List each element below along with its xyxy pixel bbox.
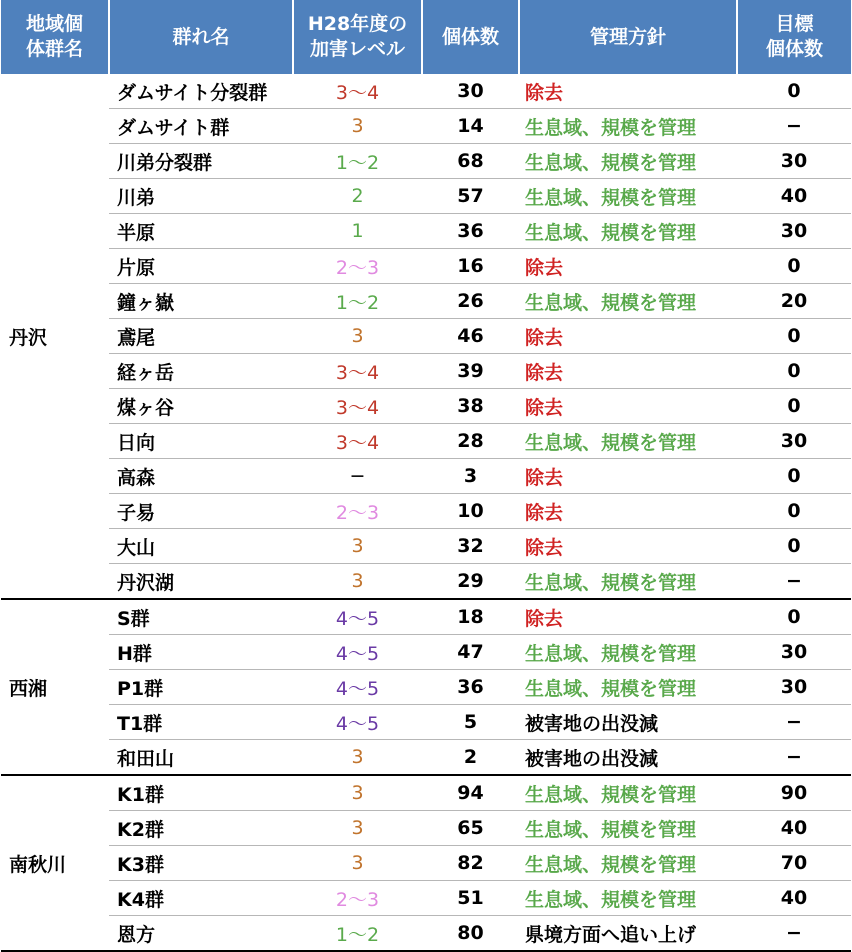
troop-name-cell: 子易 — [109, 494, 293, 529]
region-cell: 南秋川 — [1, 775, 109, 951]
population-cell: 82 — [422, 846, 519, 881]
table-row — [1, 599, 851, 635]
troop-name-cell: 和田山 — [109, 740, 293, 776]
population-cell: 16 — [422, 249, 519, 284]
damage-level-cell: 3 — [293, 740, 422, 776]
table-row — [1, 459, 851, 494]
damage-level-cell: 3〜4 — [293, 354, 422, 389]
target-population-cell: − — [737, 740, 851, 776]
damage-level-cell: 2 — [293, 179, 422, 214]
troop-name-cell: 片原 — [109, 249, 293, 284]
table-row — [1, 319, 851, 354]
troop-name-cell: K2群 — [109, 811, 293, 846]
damage-level-cell: 3 — [293, 564, 422, 600]
population-cell: 29 — [422, 564, 519, 600]
target-population-cell: 30 — [737, 670, 851, 705]
target-population-cell: 40 — [737, 179, 851, 214]
management-policy-cell: 生息域、規模を管理 — [519, 109, 737, 144]
troop-name-cell: 鐘ヶ嶽 — [109, 284, 293, 319]
damage-level-cell: 3 — [293, 319, 422, 354]
management-policy-cell: 被害地の出没減 — [519, 705, 737, 740]
target-population-cell: 30 — [737, 424, 851, 459]
population-cell: 80 — [422, 916, 519, 952]
damage-level-cell: 4〜5 — [293, 599, 422, 635]
population-cell: 36 — [422, 214, 519, 249]
table-row — [1, 529, 851, 564]
table-row — [1, 249, 851, 284]
population-cell: 47 — [422, 635, 519, 670]
table-row — [1, 494, 851, 529]
management-policy-cell: 生息域、規模を管理 — [519, 424, 737, 459]
target-population-cell: − — [737, 109, 851, 144]
management-policy-cell: 生息域、規模を管理 — [519, 284, 737, 319]
header-level-line2: 加害レベル — [309, 38, 405, 60]
header-target — [737, 0, 851, 74]
troop-name-cell: K4群 — [109, 881, 293, 916]
table-row — [1, 284, 851, 319]
target-population-cell: − — [737, 916, 851, 952]
population-cell: 10 — [422, 494, 519, 529]
damage-level-cell: 1 — [293, 214, 422, 249]
management-policy-cell: 除去 — [519, 319, 737, 354]
header-region-line2: 体群名 — [25, 38, 83, 60]
management-policy-cell: 生息域、規模を管理 — [519, 846, 737, 881]
troop-name-cell: S群 — [109, 599, 293, 635]
population-cell: 18 — [422, 599, 519, 635]
header-level-line1: H28年度の — [307, 13, 408, 35]
population-cell: 5 — [422, 705, 519, 740]
damage-level-cell: 3〜4 — [293, 389, 422, 424]
target-population-cell: 0 — [737, 389, 851, 424]
damage-level-cell: 2〜3 — [293, 249, 422, 284]
header-region-line1: 地域個 — [25, 13, 83, 35]
management-policy-cell: 生息域、規模を管理 — [519, 564, 737, 600]
header-target-line2: 個体数 — [765, 38, 823, 60]
table-row — [1, 214, 851, 249]
management-policy-cell: 生息域、規模を管理 — [519, 811, 737, 846]
target-population-cell: 30 — [737, 635, 851, 670]
damage-level-cell: 3 — [293, 846, 422, 881]
management-policy-cell: 除去 — [519, 459, 737, 494]
troop-name-cell: 鳶尾 — [109, 319, 293, 354]
management-policy-cell: 除去 — [519, 599, 737, 635]
troop-name-cell: K3群 — [109, 846, 293, 881]
table-row — [1, 74, 851, 109]
damage-level-cell: 3〜4 — [293, 74, 422, 109]
header-level — [293, 0, 422, 74]
troop-name-cell: 恩方 — [109, 916, 293, 952]
damage-level-cell: 3 — [293, 109, 422, 144]
table-row — [1, 881, 851, 916]
table-row — [1, 564, 851, 600]
table-body — [1, 74, 851, 951]
target-population-cell: 30 — [737, 144, 851, 179]
target-population-cell: 0 — [737, 354, 851, 389]
troop-name-cell: 大山 — [109, 529, 293, 564]
target-population-cell: 20 — [737, 284, 851, 319]
management-policy-cell: 県境方面へ追い上げ — [519, 916, 737, 952]
damage-level-cell: 2〜3 — [293, 494, 422, 529]
table-row — [1, 811, 851, 846]
damage-level-cell: 2〜3 — [293, 881, 422, 916]
population-cell: 28 — [422, 424, 519, 459]
troop-name-cell: 高森 — [109, 459, 293, 494]
target-population-cell: 0 — [737, 459, 851, 494]
header-region — [1, 0, 109, 74]
management-policy-cell: 除去 — [519, 494, 737, 529]
damage-level-cell: 3 — [293, 529, 422, 564]
management-policy-cell: 除去 — [519, 249, 737, 284]
management-policy-cell: 除去 — [519, 529, 737, 564]
management-policy-cell: 生息域、規模を管理 — [519, 670, 737, 705]
population-cell: 3 — [422, 459, 519, 494]
population-cell: 26 — [422, 284, 519, 319]
target-population-cell: 0 — [737, 319, 851, 354]
population-cell: 57 — [422, 179, 519, 214]
table-row — [1, 740, 851, 776]
population-cell: 39 — [422, 354, 519, 389]
troop-name-cell: 川弟分裂群 — [109, 144, 293, 179]
header-target-line1: 目標 — [775, 13, 814, 35]
target-population-cell: 40 — [737, 881, 851, 916]
troop-name-cell: 丹沢湖 — [109, 564, 293, 600]
table-row — [1, 424, 851, 459]
troop-name-cell: K1群 — [109, 775, 293, 811]
population-cell: 30 — [422, 74, 519, 109]
region-cell: 西湘 — [1, 599, 109, 775]
header-policy: 管理方針 — [519, 0, 737, 74]
troop-name-cell: P1群 — [109, 670, 293, 705]
population-cell: 46 — [422, 319, 519, 354]
region-cell: 丹沢 — [1, 74, 109, 599]
monkey-troop-table — [1, 0, 851, 952]
damage-level-cell: 3〜4 — [293, 424, 422, 459]
target-population-cell: 0 — [737, 529, 851, 564]
population-cell: 2 — [422, 740, 519, 776]
management-policy-cell: 生息域、規模を管理 — [519, 775, 737, 811]
damage-level-cell: 4〜5 — [293, 670, 422, 705]
table-row — [1, 775, 851, 811]
management-policy-cell: 除去 — [519, 389, 737, 424]
damage-level-cell: 3 — [293, 811, 422, 846]
management-policy-cell: 生息域、規模を管理 — [519, 179, 737, 214]
table-row — [1, 354, 851, 389]
table-row — [1, 916, 851, 952]
management-policy-cell: 除去 — [519, 74, 737, 109]
target-population-cell: 0 — [737, 74, 851, 109]
management-policy-cell: 生息域、規模を管理 — [519, 214, 737, 249]
target-population-cell: 90 — [737, 775, 851, 811]
management-policy-cell: 生息域、規模を管理 — [519, 881, 737, 916]
troop-name-cell: 半原 — [109, 214, 293, 249]
target-population-cell: 0 — [737, 599, 851, 635]
target-population-cell: 30 — [737, 214, 851, 249]
header-count: 個体数 — [422, 0, 519, 74]
population-cell: 36 — [422, 670, 519, 705]
table-row — [1, 109, 851, 144]
damage-level-cell: 1〜2 — [293, 144, 422, 179]
troop-name-cell: 日向 — [109, 424, 293, 459]
population-cell: 32 — [422, 529, 519, 564]
target-population-cell: − — [737, 705, 851, 740]
target-population-cell: − — [737, 564, 851, 600]
population-cell: 94 — [422, 775, 519, 811]
management-policy-cell: 被害地の出没減 — [519, 740, 737, 776]
troop-name-cell: T1群 — [109, 705, 293, 740]
troop-name-cell: 川弟 — [109, 179, 293, 214]
damage-level-cell: 3 — [293, 775, 422, 811]
population-cell: 65 — [422, 811, 519, 846]
management-policy-cell: 除去 — [519, 354, 737, 389]
target-population-cell: 0 — [737, 249, 851, 284]
damage-level-cell: − — [293, 459, 422, 494]
population-cell: 14 — [422, 109, 519, 144]
population-cell: 38 — [422, 389, 519, 424]
table-row — [1, 389, 851, 424]
table-row — [1, 705, 851, 740]
table-row — [1, 144, 851, 179]
population-cell: 68 — [422, 144, 519, 179]
troop-name-cell: H群 — [109, 635, 293, 670]
damage-level-cell: 1〜2 — [293, 916, 422, 952]
target-population-cell: 40 — [737, 811, 851, 846]
management-policy-cell: 生息域、規模を管理 — [519, 144, 737, 179]
management-policy-cell: 生息域、規模を管理 — [519, 635, 737, 670]
damage-level-cell: 1〜2 — [293, 284, 422, 319]
target-population-cell: 0 — [737, 494, 851, 529]
header-row — [1, 0, 851, 74]
damage-level-cell: 4〜5 — [293, 705, 422, 740]
damage-level-cell: 4〜5 — [293, 635, 422, 670]
troop-name-cell: ダムサイト分裂群 — [109, 74, 293, 109]
troop-name-cell: 経ヶ岳 — [109, 354, 293, 389]
population-cell: 51 — [422, 881, 519, 916]
table-row — [1, 670, 851, 705]
table-row — [1, 635, 851, 670]
troop-name-cell: 煤ヶ谷 — [109, 389, 293, 424]
table-row — [1, 179, 851, 214]
header-name: 群れ名 — [109, 0, 293, 74]
troop-name-cell: ダムサイト群 — [109, 109, 293, 144]
target-population-cell: 70 — [737, 846, 851, 881]
table-row — [1, 846, 851, 881]
